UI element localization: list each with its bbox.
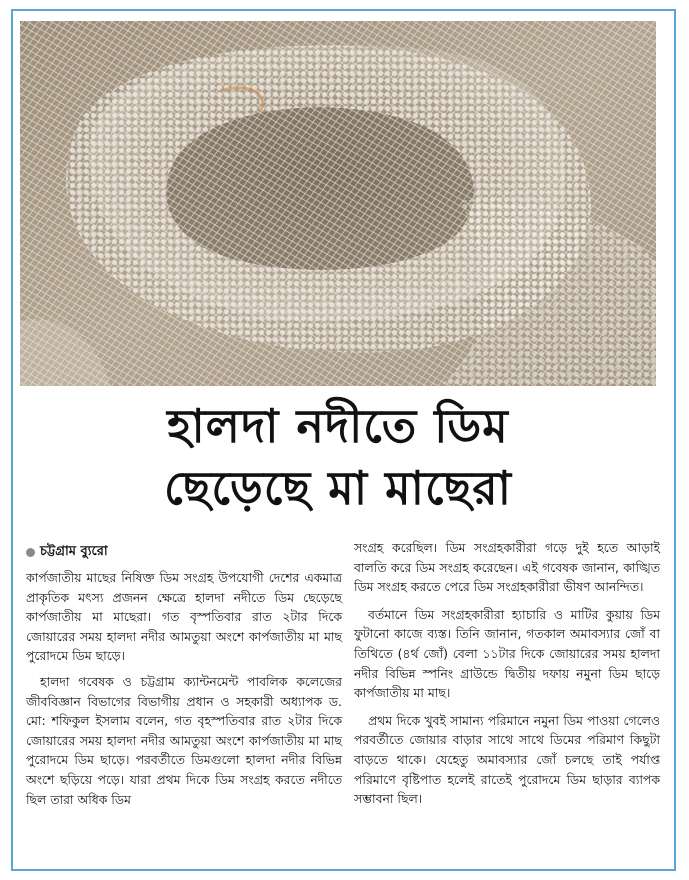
fish-eggs-photo (20, 21, 656, 386)
bullet-dot-icon (26, 548, 35, 557)
byline (26, 542, 108, 563)
paragraph: কার্পজাতীয় মাছের নিষিক্ত ডিম সংগ্রহ উপযোগী দেশের একমাত্র প্রাকৃতিক মৎস্য প্রজনন ক্ষেত্রে হালদা নদীতে ডিম ছেড়েছে কার্পজাতীয় মা মাছেরা। গত বৃস্পতিবার রাত ২টার দিকে জোয়ারের সময় হালদা নদীর আমতুয়া অংশে কার্পজাতীয় মা মাছ পুরোদমে ডিম ছাড়ে। (26, 570, 342, 664)
paragraph: সংগ্রহ করেছিল। ডিম সংগ্রহকারীরা গড়ে দুই হতে আড়াই বালতি করে ডিম সংগ্রহ করেছেন। এই গবেষক জানান, কাঙ্খিত ডিম সংগ্রহ করতে পেরে ডিম সংগ্রহকারীরা ভীষণ আনন্দিত। (354, 540, 660, 595)
article-column-right (354, 538, 660, 809)
article-column-left (26, 568, 342, 809)
headline-line-2: ছেড়েছে মা মাছেরা (163, 461, 512, 515)
headline-line-1: হালদা নদীতে ডিম (167, 399, 509, 453)
paragraph: বর্তমানে ডিম সংগ্রহকারীরা হ্যাচারি ও মাটির কুয়ায় ডিম ফুটানো কাজে ব্যস্ত। তিনি জানান, গতকাল অমাবস্যার জোঁ বা তিথিতে (৪র্থ জোঁ) বেলা ১১টার দিকে জোয়ারের সময় হালদা নদীর বিভিন্ন স্পনিং গ্রাউন্ডে দ্বিতীয় দফায় নমুনা ডিম ছাড়ে কার্পজাতীয় মা মাছ। (354, 606, 660, 701)
paragraph: হালদা গবেষক ও চট্টগ্রাম ক্যান্টনমেন্ট পাবলিক কলেজের জীববিজ্ঞান বিভাগের বিভাগীয় প্রধান ও সহকারী অধ্যাপক ড. মো: শফিকুল ইসলাম বলেন, গত বৃহস্পতিবার রাত ২টার দিকে জোয়ারের সময় হালদা নদীর আমতুয়া অংশে কার্পজাতীয় মা মাছ পুরোদমে ডিম ছাড়ে। পরবর্তীতে ডিমগুলো হালদা নদীর বিভিন্ন অংশে ছড়িয়ে পড়ে। যারা প্রথম দিকে ডিম সংগ্রহ করতে নদীতে ছিল তারা অধিক ডিম (26, 673, 342, 807)
fish-eggs-on-net-photo-icon (20, 21, 656, 386)
paragraph: প্রথম দিকে খুবই সামান্য পরিমানে নমুনা ডিম পাওয়া গেলেও পরবর্তীতে জোয়ার বাড়ার সাথে সাথে ডিমের পরিমাণ কিছুটা বাড়তে থাকে। যেহেতু অমাবস্যার জোঁ চলছে তাই পর্যাপ্ত পরিমাণে বৃষ্টিপাত হলেই রাতেই পুরোদমে ডিম ছাড়ার ব্যাপক সম্ভাবনা ছিল। (354, 712, 660, 807)
byline-text: চট্টগ্রাম ব্যুরো (40, 544, 108, 559)
headline (20, 395, 656, 519)
